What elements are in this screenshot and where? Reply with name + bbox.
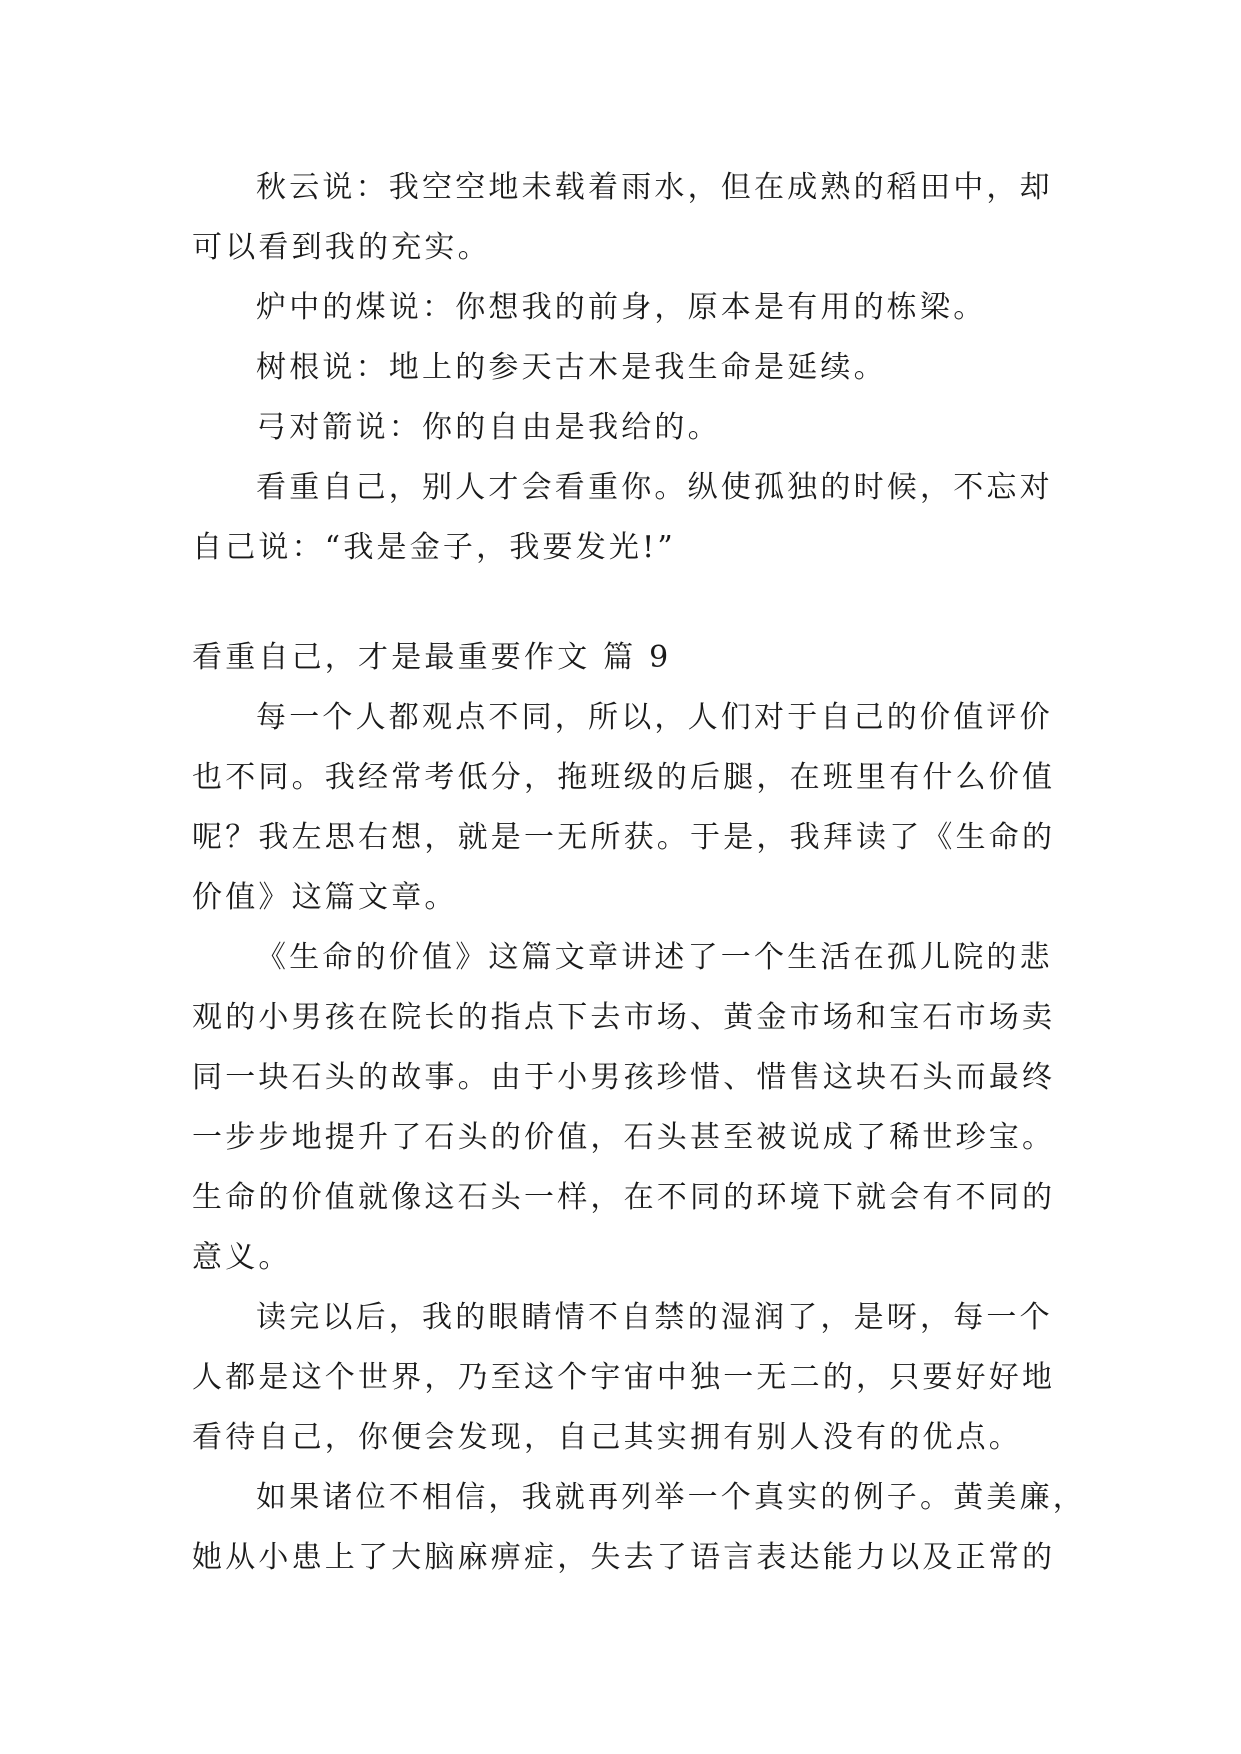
- paragraph-line: 弓对箭说：你的自由是我给的。: [256, 410, 721, 445]
- paragraph-line: 价值》这篇文章。: [192, 880, 458, 915]
- paragraph-line: 生命的价值就像这石头一样，在不同的环境下就会有不同的: [192, 1180, 1056, 1215]
- paragraph-line: 呢？我左思右想，就是一无所获。于是，我拜读了《生命的: [192, 820, 1056, 855]
- paragraph-line: 看待自己，你便会发现，自己其实拥有别人没有的优点。: [192, 1420, 1022, 1455]
- paragraph-line: 观的小男孩在院长的指点下去市场、黄金市场和宝石市场卖: [192, 1000, 1056, 1035]
- paragraph-line: 炉中的煤说：你想我的前身，原本是有用的栋梁。: [256, 290, 987, 325]
- paragraph-line: 如果诸位不相信，我就再列举一个真实的例子。黄美廉，: [256, 1480, 1086, 1515]
- paragraph-line: 人都是这个世界，乃至这个宇宙中独一无二的，只要好好地: [192, 1360, 1056, 1395]
- paragraph-line: 她从小患上了大脑麻痹症，失去了语言表达能力以及正常的: [192, 1540, 1056, 1575]
- paragraph-line: 也不同。我经常考低分，拖班级的后腿，在班里有什么价值: [192, 760, 1056, 795]
- paragraph-line: 每一个人都观点不同，所以，人们对于自己的价值评价: [256, 700, 1053, 735]
- paragraph-line: 可以看到我的充实。: [192, 230, 491, 265]
- paragraph-line: 树根说：地上的参天古木是我生命是延续。: [256, 350, 887, 385]
- paragraph-line: 一步步地提升了石头的价值，石头甚至被说成了稀世珍宝。: [192, 1120, 1056, 1155]
- paragraph-line: 自己说：“我是金子，我要发光!”: [192, 530, 676, 565]
- paragraph-line: 看重自己，别人才会看重你。纵使孤独的时候，不忘对: [256, 470, 1053, 505]
- paragraph-line: 秋云说：我空空地未载着雨水，但在成熟的稻田中，却: [256, 170, 1053, 205]
- paragraph-line: 意义。: [192, 1240, 292, 1275]
- paragraph-line: 读完以后，我的眼睛情不自禁的湿润了，是呀，每一个: [256, 1300, 1053, 1335]
- paragraph-line: 同一块石头的故事。由于小男孩珍惜、惜售这块石头而最终: [192, 1060, 1056, 1095]
- paragraph-line: 《生命的价值》这篇文章讲述了一个生活在孤儿院的悲: [256, 940, 1053, 975]
- section-heading: 看重自己，才是最重要作文 篇 9: [192, 640, 672, 675]
